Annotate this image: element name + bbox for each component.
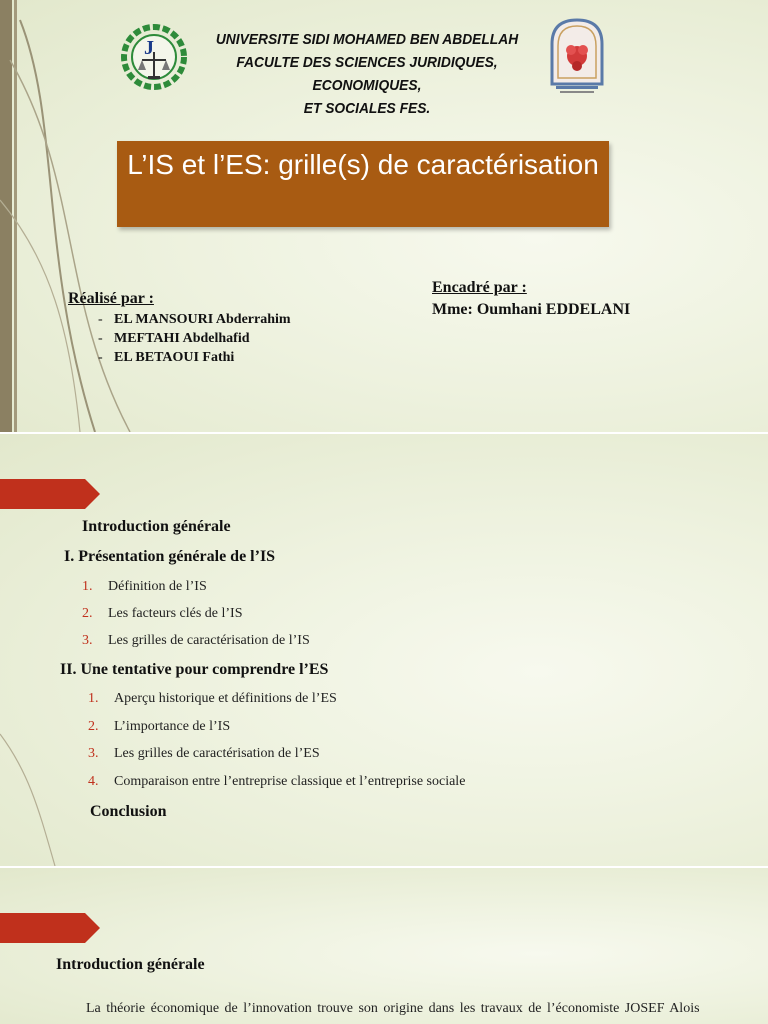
item-text: Les grilles de caractérisation de l’IS (108, 633, 310, 648)
slide-introduction (0, 868, 768, 1024)
university-line-2: FACULTE DES SCIENCES JURIDIQUES, ECONOMIQUES, (236, 54, 498, 94)
section-2-item (88, 719, 230, 735)
supervisor-name: Mme: Oumhani EDDELANI (432, 301, 631, 318)
author-item: - EL BETAOUI Fathi (98, 348, 291, 367)
item-number: 1. (82, 579, 93, 594)
faculty-logo (120, 18, 188, 96)
encadre-par-heading: Encadré par : (432, 279, 527, 296)
section-1-item (82, 579, 207, 595)
university-line-1: UNIVERSITE SIDI MOHAMED BEN ABDELLAH (215, 31, 519, 48)
item-number: 1. (88, 691, 99, 706)
item-text: Les grilles de caractérisation de l’ES (114, 746, 320, 761)
section-2-heading: II. Une tentative pour comprendre l’ES (60, 661, 329, 678)
svg-text:J: J (144, 37, 154, 59)
section-2-item (88, 746, 320, 762)
section-1-heading: I. Présentation générale de l’IS (64, 548, 276, 565)
item-number: 2. (88, 719, 99, 734)
author-item: - MEFTAHI Abdelhafid (98, 329, 291, 348)
realise-par-heading: Réalisé par : (68, 290, 154, 307)
item-text: Les facteurs clés de l’IS (108, 606, 243, 621)
decorative-swirls (0, 434, 768, 866)
introduction-heading: Introduction générale (56, 956, 205, 973)
university-line-3: ET SOCIALES FES. (303, 100, 431, 117)
item-number: 3. (88, 746, 99, 761)
item-number: 2. (82, 606, 93, 621)
left-decorative-bar (0, 0, 12, 432)
item-text: Aperçu historique et définitions de l’ES (114, 691, 337, 706)
slide-outline (0, 434, 768, 866)
introduction-paragraph: La théorie économique de l’innovation trouve son origine dans les travaux de l’économiste JOSEF Alois (86, 1001, 700, 1016)
item-number: 3. (82, 633, 93, 648)
left-decorative-stripe (14, 0, 17, 432)
section-2-item (88, 691, 337, 707)
university-seal-logo (544, 14, 610, 98)
section-1-item (82, 606, 243, 622)
slide-title (0, 0, 768, 432)
item-text: Comparaison entre l’entreprise classique et l’entreprise sociale (114, 774, 466, 789)
outline-conclusion: Conclusion (90, 803, 167, 820)
presentation-title: L’IS et l’ES: grille(s) de caractérisation (117, 141, 609, 227)
section-2-item (88, 774, 465, 790)
author-item: - EL MANSOURI Abderrahim (98, 310, 291, 329)
outline-intro: Introduction générale (82, 518, 231, 535)
red-arrow-marker (0, 479, 100, 509)
item-text: L’importance de l’IS (114, 719, 231, 734)
red-arrow-marker (0, 913, 100, 943)
authors-list (98, 310, 291, 367)
item-text: Définition de l’IS (108, 579, 207, 594)
item-number: 4. (88, 774, 99, 789)
section-1-item (82, 633, 310, 649)
university-header (192, 28, 542, 120)
